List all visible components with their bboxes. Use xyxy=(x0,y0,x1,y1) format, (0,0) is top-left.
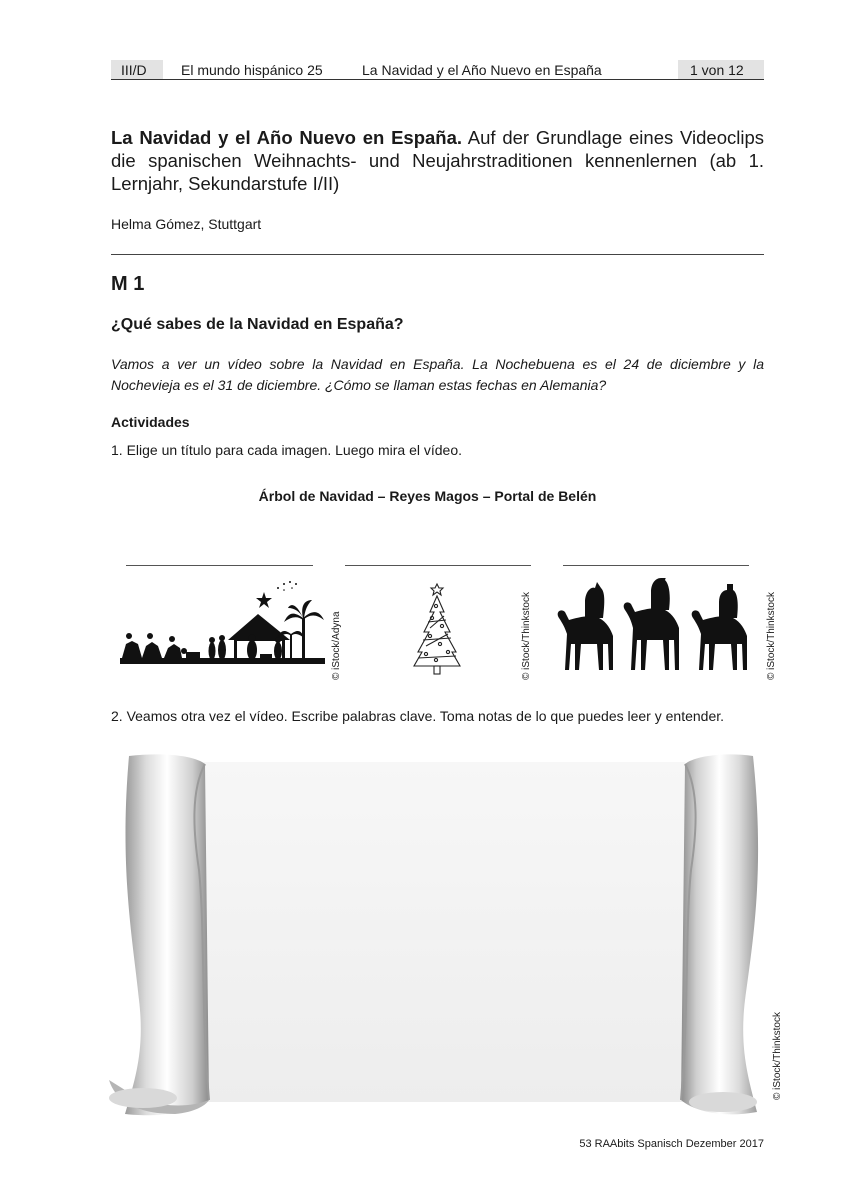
credit-scroll: © iStock/Thinkstock xyxy=(772,1012,783,1100)
task-2: 2. Veamos otra vez el vídeo. Escribe palabras clave. Toma notas de lo que puedes leer y entender. xyxy=(111,708,725,724)
topic-label: La Navidad y el Año Nuevo en España xyxy=(362,62,602,78)
title-bold: La Navidad y el Año Nuevo en España. xyxy=(111,127,463,148)
credit-tree: © iStock/Thinkstock xyxy=(521,592,532,680)
page-number: 1 von 12 xyxy=(690,62,744,78)
title-rest: Auf der Grundlage eines Videoclips die spanischen Weihnachts- und Neujahrstraditionen kennenlernen (ab 1. Lernjahr, Sekundarstufe I/II) xyxy=(111,127,765,194)
page-title xyxy=(111,126,764,195)
answer-blank-1[interactable] xyxy=(126,565,313,566)
intro-text: Vamos a ver un vídeo sobre la Navidad en España. La Nochebuena es el 24 de diciembre y la Nochevieja es el 31 de diciembre. ¿Cómo se llaman estas fechas en Alemania? xyxy=(111,356,764,393)
activities-heading: Actividades xyxy=(111,414,190,430)
credit-nativity: © iStock/Adyna xyxy=(331,611,342,680)
answer-blank-3[interactable] xyxy=(563,565,749,566)
christmas-tree-image xyxy=(410,582,464,676)
three-kings-image xyxy=(555,578,755,676)
material-label: M 1 xyxy=(111,273,145,295)
section-label: III/D xyxy=(121,62,147,78)
divider xyxy=(111,254,764,255)
question-heading: ¿Qué sabes de la Navidad en España? xyxy=(111,316,404,333)
word-bank: Árbol de Navidad – Reyes Magos – Portal de Belén xyxy=(258,488,597,504)
header-rule xyxy=(111,79,764,80)
series-label: El mundo hispánico 25 xyxy=(181,62,323,78)
author: Helma Gómez, Stuttgart xyxy=(111,216,262,232)
answer-blank-2[interactable] xyxy=(345,565,531,566)
credit-kings: © iStock/Thinkstock xyxy=(766,592,777,680)
task-1: 1. Elige un título para cada imagen. Luego mira el vídeo. xyxy=(111,442,462,458)
footer: 53 RAAbits Spanisch Dezember 2017 xyxy=(579,1138,764,1150)
nativity-scene-image xyxy=(120,578,325,678)
scroll-notes-area[interactable] xyxy=(105,750,765,1122)
